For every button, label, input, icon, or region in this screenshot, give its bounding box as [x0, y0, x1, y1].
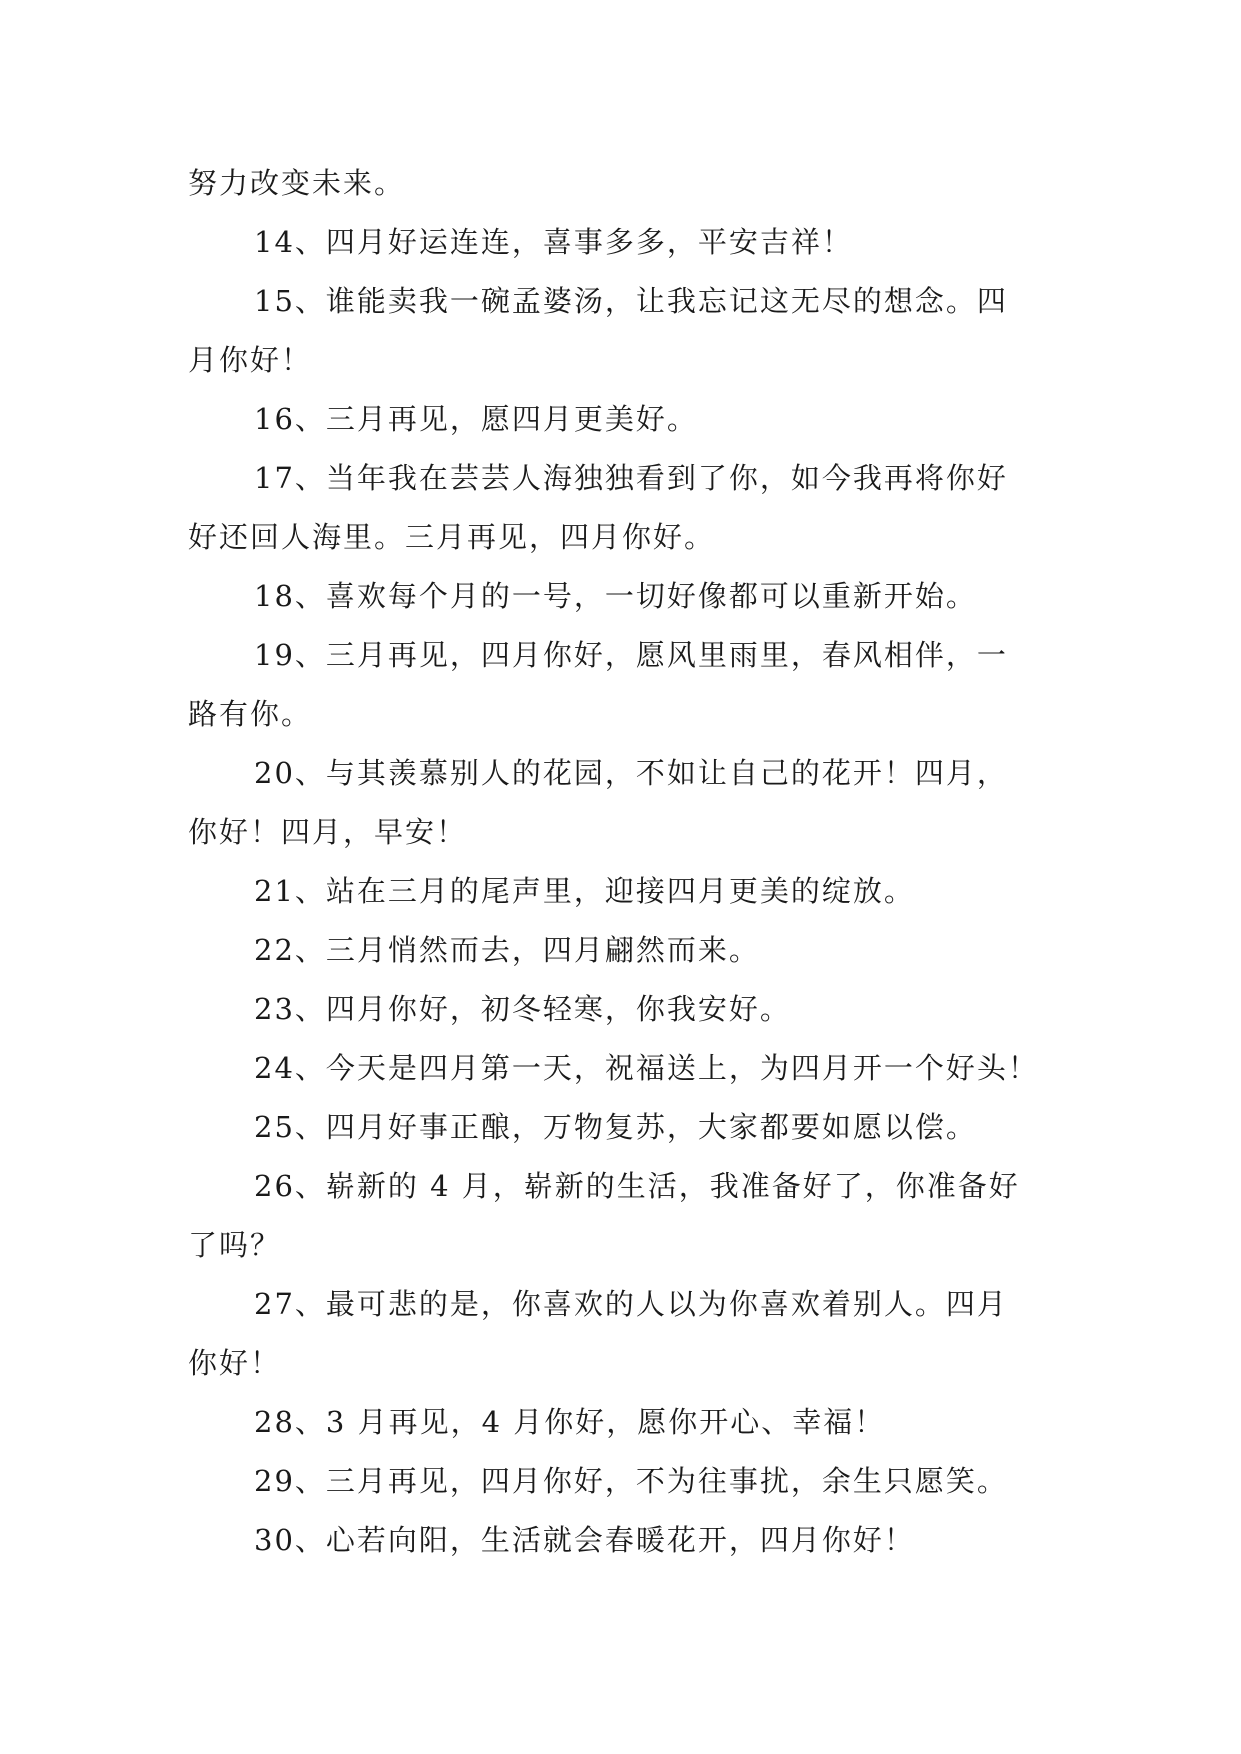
- text-line: 21、站在三月的尾声里，迎接四月更美的绽放。: [254, 874, 915, 908]
- text-line: 24、今天是四月第一天，祝福送上，为四月开一个好头！: [254, 1051, 1039, 1085]
- text-line: 努力改变未来。: [188, 166, 406, 200]
- text-line: 29、三月再见，四月你好，不为往事扰，余生只愿笑。: [254, 1464, 1008, 1498]
- text-line: 路有你。: [188, 697, 313, 731]
- text-line: 18、喜欢每个月的一号，一切好像都可以重新开始。: [254, 579, 977, 613]
- text-line: 25、四月好事正酿，万物复苏，大家都要如愿以偿。: [254, 1110, 977, 1144]
- text-line: 好还回人海里。三月再见，四月你好。: [188, 520, 716, 554]
- paragraph-item-23: [188, 980, 1068, 1039]
- text-line: 27、最可悲的是，你喜欢的人以为你喜欢着别人。四月: [254, 1287, 1008, 1321]
- text-line: 17、当年我在芸芸人海独独看到了你，如今我再将你好: [254, 461, 1008, 495]
- text-line: 28、3 月再见，4 月你好，愿你开心、幸福！: [254, 1405, 886, 1439]
- text-line: 月你好！: [188, 343, 313, 377]
- paragraph-item-30: [188, 1511, 1068, 1570]
- text-line: 22、三月悄然而去，四月翩然而来。: [254, 933, 760, 967]
- text-line: 15、谁能卖我一碗孟婆汤，让我忘记这无尽的想念。四: [254, 284, 1008, 318]
- paragraph-item-19: [188, 626, 1068, 744]
- text-line: 了吗？: [188, 1228, 282, 1262]
- paragraph-item-25: [188, 1098, 1068, 1157]
- paragraph-item-21: [188, 862, 1068, 921]
- paragraph-item-15: [188, 272, 1068, 390]
- paragraph-item-17: [188, 449, 1068, 567]
- paragraph-continuation: [188, 154, 1068, 213]
- paragraph-item-14: [188, 213, 1068, 272]
- paragraph-item-18: [188, 567, 1068, 626]
- text-line: 14、四月好运连连，喜事多多，平安吉祥！: [254, 225, 853, 259]
- text-line: 你好！: [188, 1346, 282, 1380]
- text-line: 19、三月再见，四月你好，愿风里雨里，春风相伴，一: [254, 638, 1008, 672]
- paragraph-item-27: [188, 1275, 1068, 1393]
- paragraph-item-24: [188, 1039, 1068, 1098]
- text-line: 26、崭新的 4 月，崭新的生活，我准备好了，你准备好: [254, 1169, 1020, 1203]
- paragraph-item-20: [188, 744, 1068, 862]
- text-line: 16、三月再见，愿四月更美好。: [254, 402, 698, 436]
- text-line: 20、与其羡慕别人的花园，不如让自己的花开！四月，: [254, 756, 1008, 790]
- text-line: 你好！四月，早安！: [188, 815, 468, 849]
- document-body: [188, 154, 1068, 1570]
- paragraph-item-22: [188, 921, 1068, 980]
- paragraph-item-29: [188, 1452, 1068, 1511]
- paragraph-item-28: [188, 1393, 1068, 1452]
- paragraph-item-26: [188, 1157, 1068, 1275]
- text-line: 23、四月你好，初冬轻寒，你我安好。: [254, 992, 791, 1026]
- text-line: 30、心若向阳，生活就会春暖花开，四月你好！: [254, 1523, 915, 1557]
- paragraph-item-16: [188, 390, 1068, 449]
